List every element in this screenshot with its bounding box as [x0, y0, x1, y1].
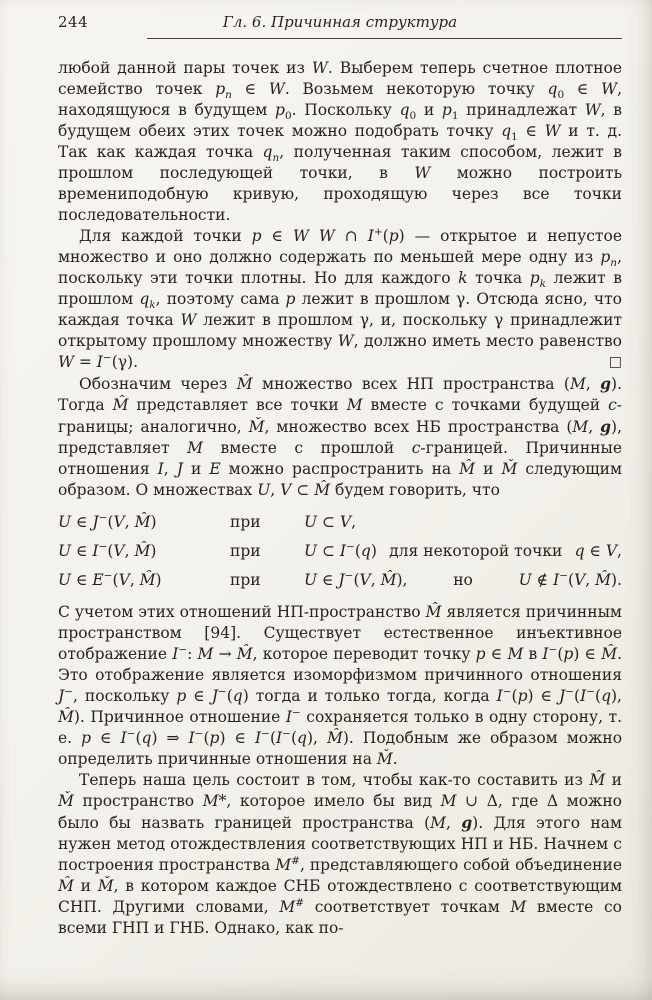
- page-number: 244: [58, 13, 89, 31]
- equation-1-lhs: U ∈ J−(V, M̂): [58, 511, 157, 531]
- equation-1-connective: при: [230, 513, 261, 531]
- paragraph-2: [58, 226, 622, 373]
- paragraph-3: Обозначим через M̂ множество всех НП пространства (M, g). Тогда M̂ представляет все точки M вместе с точками будущей c-границы; аналогично, M̌, множество всех НБ пространства (M, g), представляет M вместе с прошлой c-границей. Причинные отношения I, J и E можно распространить на M̂ и M̌ следующим образом. О множествах U, V ⊂ M̂ будем говорить, что: [58, 374, 623, 499]
- equation-2-condition: U ⊂ I−(q): [304, 540, 377, 560]
- equation-3-condition: U ∈ J−(V, M̂),: [304, 569, 408, 589]
- equation-2-connective-2: для некоторой точки: [389, 542, 563, 560]
- page-header: [58, 13, 622, 34]
- text-block: [58, 58, 622, 939]
- equation-row-3: [58, 566, 622, 595]
- equation-row-1: [58, 508, 622, 537]
- equation-3-connective-2: но: [453, 571, 473, 589]
- paragraph-4: С учетом этих отношений НП-пространство M̂ является причинным пространством [94]. Существует естественное инъективное отображение I−: M → M̂, которое переводит точку p ∈ M в I−(p) ∈ M̂. Это отображение является изоморфизмом причинного отношения J−, поскольку p ∈ J−(q) тогда и только тогда, когда I−(p) ∈ J−(I−(q), M̂). Причинное отношение I− сохраняется только в одну сторону, т. е. p ∈ I−(q) ⇒ I−(p) ∈ I−(I−(q), M̂). Подобным же образом можно определить причинные отношения на M̌.: [58, 603, 623, 768]
- equation-2-tail: q ∈ V,: [574, 542, 622, 560]
- running-head: Гл. 6. Причинная структура: [222, 13, 458, 31]
- equation-block: [58, 508, 622, 595]
- paragraph-5: Теперь наша цель состоит в том, чтобы как-то составить из M̂ и M̌ пространство M*, которое имело бы вид M ∪ Δ, где Δ можно было бы назвать границей пространства (M, g). Для этого нам нужен метод отождествления соответствующих НП и НБ. Начнем с построения пространства M#, представляющего собой объединение M̂ и M̌, в котором каждое СНБ отождествлено с соответствующим СНП. Другими словами, M# соответствует точкам M вместе со всеми ГНП и ГНБ. Однако, как по-: [58, 771, 623, 937]
- header-rule: [147, 38, 622, 39]
- qed-symbol: □: [608, 354, 622, 370]
- equation-2-connective: при: [230, 542, 261, 560]
- paragraph-2-text: Для каждой точки p ∈ W W ∩ I+(p) — открытое и непустое множество и оно должно содержать по меньшей мере одну из $p_n$, поскольку эти точки плотны. Но для каждого k точка $p_k$ лежит в прошлом $q_k$, поэтому сама p лежит в прошлом γ. Отсюда ясно, что каждая точка W лежит в прошлом γ, и, поскольку γ принадлежит открытому прошлому множеству W, должно иметь место равенство W = I−(γ).: [58, 225, 623, 371]
- equation-1-condition: U ⊂ V,: [304, 513, 357, 531]
- equation-2-lhs: U ∈ I−(V, M̂): [58, 540, 157, 560]
- paragraph-1: любой данной пары точек из W. Выберем теперь счетное плотное семейство точек $p_n$ ∈ W. Возьмем некоторую точку $q_0$ ∈ W, находящуюся в будущем $p_0$. Поскольку $q_0$ и $p_1$ принадлежат W, в будущем обеих этих точек можно подобрать точку $q_1$ ∈ W и т. д. Так как каждая точка $q_n$, полученная таким способом, лежит в прошлом последующей точки, в W можно построить времениподобную кривую, проходящую через все точки последовательности.: [58, 59, 623, 224]
- equation-3-connective: при: [230, 571, 261, 589]
- equation-3-lhs: U ∈ E−(V, M̂): [58, 569, 162, 589]
- equation-3-tail: U ∉ I−(V, M̂).: [518, 569, 622, 589]
- equation-row-2: [58, 537, 622, 566]
